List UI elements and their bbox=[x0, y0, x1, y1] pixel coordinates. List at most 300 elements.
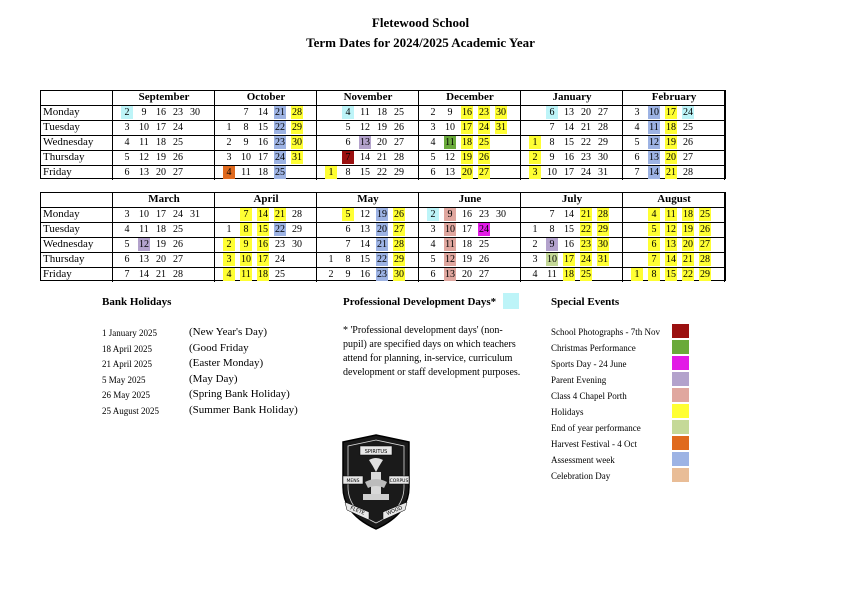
day-cell: 22 bbox=[581, 137, 591, 148]
day-cell: 8 bbox=[243, 122, 249, 133]
day-cell: 26 bbox=[394, 122, 404, 133]
day-cell: 3 bbox=[124, 122, 130, 133]
day-cell: 19 bbox=[156, 239, 166, 250]
day-cell: 31 bbox=[598, 254, 608, 265]
day-cell: 28 bbox=[683, 167, 693, 178]
day-cell: 11 bbox=[241, 269, 251, 280]
day-cell: 10 bbox=[445, 122, 455, 133]
weekday-label: Wednesday bbox=[43, 238, 94, 250]
day-cell: 13 bbox=[445, 269, 455, 280]
day-cell: 3 bbox=[430, 122, 436, 133]
day-cell: 5 bbox=[634, 137, 640, 148]
day-cell: 13 bbox=[666, 239, 676, 250]
day-cell: 2 bbox=[529, 151, 541, 164]
day-cell: 11 bbox=[360, 107, 370, 118]
day-cell: 17 bbox=[462, 224, 472, 235]
day-cell: 5 bbox=[124, 152, 130, 163]
day-cell: 3 bbox=[634, 107, 640, 118]
special-event-swatch bbox=[672, 452, 689, 466]
month-header-february: February bbox=[651, 91, 697, 103]
day-cell: 10 bbox=[547, 167, 557, 178]
bank-holiday-date: 5 May 2025 bbox=[102, 374, 146, 385]
day-cell: 25 bbox=[275, 269, 285, 280]
logo-bottom-left-text: FLETE bbox=[349, 505, 366, 517]
special-events-heading: Special Events bbox=[551, 296, 620, 308]
special-event-swatch bbox=[672, 404, 689, 418]
day-cell: 17 bbox=[564, 254, 574, 265]
day-cell: 30 bbox=[496, 107, 506, 118]
day-cell: 13 bbox=[564, 107, 574, 118]
day-cell: 7 bbox=[549, 122, 555, 133]
day-cell: 25 bbox=[683, 122, 693, 133]
day-cell: 18 bbox=[258, 269, 268, 280]
day-cell: 20 bbox=[377, 137, 387, 148]
month-divider bbox=[418, 193, 419, 282]
page-subtitle: Term Dates for 2024/2025 Academic Year bbox=[306, 35, 535, 50]
day-cell: 2 bbox=[121, 106, 133, 119]
day-cell: 2 bbox=[427, 208, 439, 221]
day-cell: 22 bbox=[275, 224, 285, 235]
weekday-label: Tuesday bbox=[43, 223, 80, 235]
day-cell: 10 bbox=[649, 107, 659, 118]
day-cell: 8 bbox=[549, 224, 555, 235]
day-cell: 15 bbox=[258, 122, 268, 133]
day-cell: 24 bbox=[479, 122, 489, 133]
weekday-label: Monday bbox=[43, 106, 80, 118]
bank-holiday-name: (May Day) bbox=[189, 372, 238, 385]
day-cell: 27 bbox=[394, 137, 404, 148]
day-cell: 1 bbox=[529, 136, 541, 149]
day-cell: 6 bbox=[124, 254, 130, 265]
day-cell: 17 bbox=[156, 209, 166, 220]
day-cell: 10 bbox=[547, 254, 557, 265]
day-cell: 13 bbox=[360, 137, 370, 148]
day-cell: 2 bbox=[532, 239, 538, 250]
month-header-september: September bbox=[138, 91, 190, 103]
special-event-label: Parent Evening bbox=[551, 375, 607, 385]
day-cell: 29 bbox=[292, 224, 302, 235]
day-cell: 2 bbox=[223, 238, 235, 251]
day-cell: 20 bbox=[581, 107, 591, 118]
day-cell: 18 bbox=[462, 137, 472, 148]
day-cell: 28 bbox=[292, 209, 302, 220]
day-cell: 29 bbox=[394, 254, 404, 265]
day-cell: 24 bbox=[581, 167, 591, 178]
day-cell: 1 bbox=[532, 224, 538, 235]
special-event-swatch bbox=[672, 436, 689, 450]
day-cell: 16 bbox=[156, 107, 166, 118]
month-divider bbox=[316, 91, 317, 180]
day-cell: 14 bbox=[258, 107, 268, 118]
day-cell: 8 bbox=[345, 254, 351, 265]
day-cell: 23 bbox=[479, 107, 489, 118]
day-cell: 14 bbox=[564, 209, 574, 220]
day-cell: 24 bbox=[683, 107, 693, 118]
day-cell: 17 bbox=[666, 107, 676, 118]
day-cell: 20 bbox=[377, 224, 387, 235]
day-cell: 6 bbox=[124, 167, 130, 178]
day-cell: 27 bbox=[683, 152, 693, 163]
day-cell: 25 bbox=[173, 137, 183, 148]
day-cell: 9 bbox=[240, 238, 252, 251]
day-cell: 23 bbox=[581, 239, 591, 250]
day-cell: 4 bbox=[223, 268, 235, 281]
day-cell: 14 bbox=[258, 209, 268, 220]
day-cell: 10 bbox=[139, 209, 149, 220]
month-header-october: October bbox=[246, 91, 286, 103]
day-cell: 6 bbox=[634, 152, 640, 163]
special-event-label: School Photographs - 7th Nov bbox=[551, 327, 660, 337]
day-cell: 6 bbox=[430, 167, 436, 178]
day-cell: 25 bbox=[700, 209, 710, 220]
day-cell: 24 bbox=[275, 254, 285, 265]
day-cell: 15 bbox=[564, 137, 574, 148]
day-cell: 1 bbox=[631, 268, 643, 281]
day-cell: 13 bbox=[649, 152, 659, 163]
day-cell: 16 bbox=[564, 239, 574, 250]
calendar-spring-summer bbox=[40, 192, 726, 281]
school-name: Fletewood School bbox=[371, 15, 470, 30]
day-cell: 14 bbox=[360, 152, 370, 163]
day-cell: 6 bbox=[345, 137, 351, 148]
day-cell: 10 bbox=[241, 152, 251, 163]
weekday-label: Thursday bbox=[43, 253, 85, 265]
day-cell: 25 bbox=[479, 239, 489, 250]
day-cell: 28 bbox=[394, 152, 404, 163]
day-cell: 30 bbox=[394, 269, 404, 280]
day-cell: 21 bbox=[275, 107, 285, 118]
month-divider bbox=[520, 91, 521, 180]
day-cell: 1 bbox=[226, 122, 232, 133]
day-cell: 16 bbox=[462, 107, 472, 118]
day-cell: 11 bbox=[547, 269, 557, 280]
day-cell: 22 bbox=[275, 122, 285, 133]
day-cell: 7 bbox=[648, 253, 660, 266]
day-cell: 15 bbox=[258, 224, 268, 235]
day-cell: 4 bbox=[223, 166, 235, 179]
day-cell: 25 bbox=[394, 107, 404, 118]
day-cell: 20 bbox=[666, 152, 676, 163]
day-cell: 20 bbox=[462, 269, 472, 280]
day-cell: 11 bbox=[649, 122, 659, 133]
day-cell: 28 bbox=[598, 209, 608, 220]
month-divider bbox=[622, 193, 623, 282]
day-cell: 3 bbox=[223, 253, 235, 266]
day-cell: 17 bbox=[462, 122, 472, 133]
day-cell: 28 bbox=[173, 269, 183, 280]
day-cell: 11 bbox=[445, 239, 455, 250]
day-cell: 6 bbox=[430, 269, 436, 280]
special-event-label: Class 4 Chapel Porth bbox=[551, 391, 627, 401]
day-cell: 7 bbox=[240, 208, 252, 221]
day-cell: 5 bbox=[430, 254, 436, 265]
day-cell: 27 bbox=[598, 107, 608, 118]
pd-days-heading: Professional Development Days* bbox=[343, 296, 497, 308]
day-cell: 29 bbox=[700, 269, 710, 280]
bank-holiday-date: 26 May 2025 bbox=[102, 390, 150, 400]
day-cell: 12 bbox=[360, 209, 370, 220]
day-cell: 9 bbox=[546, 238, 558, 251]
day-cell: 1 bbox=[226, 224, 232, 235]
bank-holiday-name: (Spring Bank Holiday) bbox=[189, 388, 290, 400]
day-cell: 9 bbox=[345, 269, 351, 280]
day-cell: 2 bbox=[226, 137, 232, 148]
day-cell: 23 bbox=[377, 269, 387, 280]
special-event-swatch bbox=[672, 468, 689, 482]
day-cell: 11 bbox=[445, 137, 455, 148]
day-cell: 26 bbox=[700, 224, 710, 235]
day-cell: 21 bbox=[581, 209, 591, 220]
day-cell: 18 bbox=[258, 167, 268, 178]
day-cell: 1 bbox=[328, 254, 334, 265]
day-cell: 12 bbox=[445, 152, 455, 163]
day-cell: 12 bbox=[139, 239, 149, 250]
day-cell: 23 bbox=[479, 209, 489, 220]
month-header-november: November bbox=[343, 91, 393, 103]
day-cell: 8 bbox=[549, 137, 555, 148]
day-cell: 19 bbox=[462, 152, 472, 163]
day-cell: 3 bbox=[529, 166, 541, 179]
day-cell: 22 bbox=[377, 167, 387, 178]
day-cell: 12 bbox=[360, 122, 370, 133]
logo-right-text: CORPUS bbox=[389, 479, 409, 484]
day-cell: 19 bbox=[377, 122, 387, 133]
day-cell: 27 bbox=[173, 167, 183, 178]
day-cell: 2 bbox=[430, 107, 436, 118]
day-cell: 4 bbox=[430, 137, 436, 148]
day-cell: 21 bbox=[581, 122, 591, 133]
day-cell: 30 bbox=[292, 137, 302, 148]
day-cell: 20 bbox=[683, 239, 693, 250]
day-cell: 21 bbox=[377, 239, 387, 250]
day-cell: 23 bbox=[173, 107, 183, 118]
day-cell: 20 bbox=[156, 167, 166, 178]
day-cell: 16 bbox=[258, 137, 268, 148]
day-cell: 16 bbox=[564, 152, 574, 163]
day-cell: 25 bbox=[581, 269, 591, 280]
day-cell: 15 bbox=[360, 167, 370, 178]
day-cell: 28 bbox=[598, 122, 608, 133]
day-cell: 26 bbox=[479, 152, 489, 163]
day-cell: 5 bbox=[430, 152, 436, 163]
day-cell: 19 bbox=[462, 254, 472, 265]
day-cell: 13 bbox=[445, 167, 455, 178]
day-cell: 31 bbox=[496, 122, 506, 133]
day-cell: 7 bbox=[342, 151, 354, 164]
day-cell: 10 bbox=[445, 224, 455, 235]
day-cell: 25 bbox=[479, 137, 489, 148]
day-cell: 11 bbox=[241, 167, 251, 178]
day-cell: 18 bbox=[683, 209, 693, 220]
day-cell: 28 bbox=[700, 254, 710, 265]
day-cell: 7 bbox=[549, 209, 555, 220]
special-event-label: Holidays bbox=[551, 407, 584, 417]
day-cell: 12 bbox=[139, 152, 149, 163]
day-cell: 17 bbox=[258, 152, 268, 163]
day-cell: 4 bbox=[430, 239, 436, 250]
day-cell: 20 bbox=[156, 254, 166, 265]
day-cell: 28 bbox=[292, 107, 302, 118]
day-cell: 30 bbox=[190, 107, 200, 118]
month-divider bbox=[214, 91, 215, 180]
day-cell: 23 bbox=[275, 239, 285, 250]
month-divider bbox=[112, 91, 113, 180]
day-cell: 19 bbox=[683, 224, 693, 235]
day-cell: 26 bbox=[683, 137, 693, 148]
month-divider bbox=[622, 91, 623, 180]
weekday-label: Thursday bbox=[43, 151, 85, 163]
day-cell: 21 bbox=[156, 269, 166, 280]
day-cell: 29 bbox=[394, 167, 404, 178]
day-cell: 14 bbox=[649, 167, 659, 178]
day-cell: 17 bbox=[258, 254, 268, 265]
day-cell: 21 bbox=[666, 167, 676, 178]
day-cell: 21 bbox=[683, 254, 693, 265]
bank-holiday-date: 18 April 2025 bbox=[102, 343, 153, 354]
day-cell: 26 bbox=[479, 254, 489, 265]
pd-days-note: * 'Professional development days' (non-pupil) are specified days on which teachers attend for planning, in-service, curriculum development or staff development purposes. bbox=[343, 325, 521, 378]
day-cell: 27 bbox=[394, 224, 404, 235]
special-event-swatch bbox=[672, 372, 689, 386]
month-divider bbox=[520, 193, 521, 282]
day-cell: 24 bbox=[173, 209, 183, 220]
day-cell: 18 bbox=[377, 107, 387, 118]
special-event-label: Celebration Day bbox=[551, 471, 611, 481]
day-cell: 10 bbox=[139, 122, 149, 133]
day-cell: 25 bbox=[275, 167, 285, 178]
special-event-label: Harvest Festival - 4 Oct bbox=[551, 439, 637, 449]
day-cell: 15 bbox=[666, 269, 676, 280]
day-cell: 14 bbox=[139, 269, 149, 280]
day-cell: 7 bbox=[634, 167, 640, 178]
day-cell: 5 bbox=[648, 223, 660, 236]
month-divider bbox=[724, 193, 725, 282]
day-cell: 17 bbox=[156, 122, 166, 133]
month-divider bbox=[724, 91, 725, 180]
day-cell: 1 bbox=[325, 166, 337, 179]
day-cell: 18 bbox=[666, 122, 676, 133]
calendar-autumn-spring bbox=[40, 90, 726, 179]
day-cell: 18 bbox=[156, 137, 166, 148]
day-cell: 26 bbox=[173, 239, 183, 250]
day-cell: 30 bbox=[598, 152, 608, 163]
pd-days-swatch bbox=[503, 293, 519, 309]
day-cell: 16 bbox=[462, 209, 472, 220]
day-cell: 4 bbox=[634, 122, 640, 133]
special-event-swatch bbox=[672, 388, 689, 402]
day-cell: 21 bbox=[275, 209, 285, 220]
school-crest-logo bbox=[337, 432, 415, 532]
logo-top-text: SPIRITUS bbox=[364, 449, 388, 455]
special-event-swatch bbox=[672, 420, 689, 434]
day-cell: 28 bbox=[394, 239, 404, 250]
bank-holidays-heading: Bank Holidays bbox=[102, 296, 172, 308]
day-cell: 10 bbox=[241, 254, 251, 265]
day-cell: 3 bbox=[430, 224, 436, 235]
weekday-label: Wednesday bbox=[43, 136, 94, 148]
day-cell: 8 bbox=[648, 268, 660, 281]
day-cell: 22 bbox=[377, 254, 387, 265]
special-event-label: End of year performance bbox=[551, 423, 641, 433]
day-cell: 9 bbox=[444, 208, 456, 221]
day-cell: 27 bbox=[479, 269, 489, 280]
day-cell: 16 bbox=[360, 269, 370, 280]
bank-holiday-date: 1 January 2025 bbox=[102, 328, 157, 338]
day-cell: 29 bbox=[292, 122, 302, 133]
day-cell: 4 bbox=[124, 224, 130, 235]
day-cell: 24 bbox=[275, 152, 285, 163]
day-cell: 24 bbox=[173, 122, 183, 133]
day-cell: 8 bbox=[240, 223, 252, 236]
day-cell: 14 bbox=[666, 254, 676, 265]
day-cell: 25 bbox=[173, 224, 183, 235]
month-header-january: January bbox=[552, 91, 592, 103]
month-header-june: June bbox=[458, 193, 482, 205]
month-divider bbox=[316, 193, 317, 282]
day-cell: 31 bbox=[598, 167, 608, 178]
special-event-swatch bbox=[672, 324, 689, 338]
day-cell: 9 bbox=[447, 107, 453, 118]
day-cell: 30 bbox=[496, 209, 506, 220]
day-cell: 27 bbox=[479, 167, 489, 178]
day-cell: 3 bbox=[124, 209, 130, 220]
day-cell: 4 bbox=[532, 269, 538, 280]
day-cell: 12 bbox=[445, 254, 455, 265]
bank-holiday-name: (New Year's Day) bbox=[189, 326, 268, 338]
day-cell: 27 bbox=[700, 239, 710, 250]
bank-holiday-name: (Easter Monday) bbox=[189, 357, 264, 369]
day-cell: 7 bbox=[345, 239, 351, 250]
bank-holiday-date: 25 August 2025 bbox=[102, 405, 160, 416]
month-header-march: March bbox=[148, 193, 180, 205]
logo-bottom-right-text: WOOD bbox=[385, 505, 404, 517]
day-cell: 21 bbox=[377, 152, 387, 163]
month-divider bbox=[214, 193, 215, 282]
day-cell: 19 bbox=[666, 137, 676, 148]
day-cell: 18 bbox=[156, 224, 166, 235]
day-cell: 9 bbox=[243, 137, 249, 148]
day-cell: 9 bbox=[141, 107, 147, 118]
day-cell: 26 bbox=[394, 209, 404, 220]
day-cell: 2 bbox=[328, 269, 334, 280]
day-cell: 14 bbox=[360, 239, 370, 250]
day-cell: 18 bbox=[462, 239, 472, 250]
day-cell: 29 bbox=[598, 224, 608, 235]
month-header-august: August bbox=[657, 193, 691, 205]
month-header-december: December bbox=[446, 91, 494, 103]
bank-holiday-name: (Good Friday bbox=[189, 341, 249, 354]
special-event-label: Christmas Performance bbox=[551, 343, 636, 353]
special-event-label: Assessment week bbox=[551, 455, 615, 465]
day-cell: 19 bbox=[156, 152, 166, 163]
logo-left-text: MENS bbox=[346, 479, 360, 484]
day-cell: 29 bbox=[598, 137, 608, 148]
month-header-april: April bbox=[253, 193, 279, 205]
day-cell: 8 bbox=[345, 167, 351, 178]
weekday-label: Monday bbox=[43, 208, 80, 220]
day-cell: 30 bbox=[292, 239, 302, 250]
day-cell: 19 bbox=[377, 209, 387, 220]
day-cell: 15 bbox=[360, 254, 370, 265]
day-cell: 9 bbox=[549, 152, 555, 163]
day-cell: 6 bbox=[648, 238, 660, 251]
day-cell: 4 bbox=[648, 208, 660, 221]
day-cell: 4 bbox=[342, 106, 354, 119]
day-cell: 7 bbox=[124, 269, 130, 280]
bank-holiday-date: 21 April 2025 bbox=[102, 359, 153, 369]
day-cell: 13 bbox=[360, 224, 370, 235]
weekday-label: Friday bbox=[43, 268, 72, 280]
